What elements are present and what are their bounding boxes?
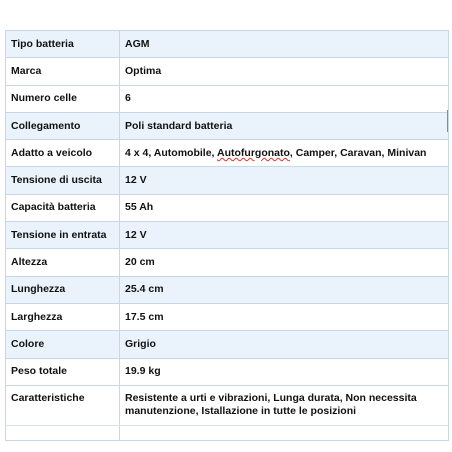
label-cell: Peso totale	[6, 358, 120, 385]
table-row	[6, 385, 449, 440]
label-cell: Caratteristiche	[6, 385, 120, 440]
table-row	[6, 167, 449, 194]
label-cell: Larghezza	[6, 303, 120, 330]
value-cell: 6	[120, 85, 449, 112]
label-cell: Adatto a veicolo	[6, 140, 120, 167]
table-row	[6, 140, 449, 167]
value-cell	[120, 140, 449, 167]
table-row	[6, 249, 449, 276]
label-cell: Capacità batteria	[6, 194, 120, 221]
value-cell: 55 Ah	[120, 194, 449, 221]
value-cell: 20 cm	[120, 249, 449, 276]
table-row	[6, 58, 449, 85]
table-row	[6, 194, 449, 221]
value-cell: 12 V	[120, 167, 449, 194]
table-row	[6, 31, 449, 58]
table-row	[6, 303, 449, 330]
value-cell: Grigio	[120, 331, 449, 358]
label-cell: Numero celle	[6, 85, 120, 112]
value-text: 4 x 4, Automobile,	[125, 146, 217, 159]
spellcheck-flagged-word: Autofurgonato	[217, 146, 290, 159]
label-cell: Tensione in entrata	[6, 222, 120, 249]
value-cell: Optima	[120, 58, 449, 85]
table-row	[6, 222, 449, 249]
value-cell: 19.9 kg	[120, 358, 449, 385]
value-cell: 25.4 cm	[120, 276, 449, 303]
table-row	[6, 85, 449, 112]
label-cell: Tensione di uscita	[6, 167, 120, 194]
label-cell: Marca	[6, 58, 120, 85]
label-cell: Altezza	[6, 249, 120, 276]
spec-table	[5, 30, 449, 441]
table-row	[6, 331, 449, 358]
value-cell: 17.5 cm	[120, 303, 449, 330]
value-cell: Resistente a urti e vibrazioni, Lunga durata, Non necessita manutenzione, Istallazione in tutte le posizioni	[120, 385, 449, 440]
table-row	[6, 358, 449, 385]
label-cell: Tipo batteria	[6, 31, 120, 58]
label-cell: Lunghezza	[6, 276, 120, 303]
value-cell: 12 V	[120, 222, 449, 249]
value-text: , Camper, Caravan, Minivan	[289, 146, 427, 159]
table-row	[6, 276, 449, 303]
text-cursor-mark	[447, 110, 448, 132]
value-cell: Poli standard batteria	[120, 112, 449, 139]
divider	[5, 425, 448, 426]
label-cell: Collegamento	[6, 112, 120, 139]
label-cell: Colore	[6, 331, 120, 358]
table-row	[6, 112, 449, 139]
value-cell: AGM	[120, 31, 449, 58]
